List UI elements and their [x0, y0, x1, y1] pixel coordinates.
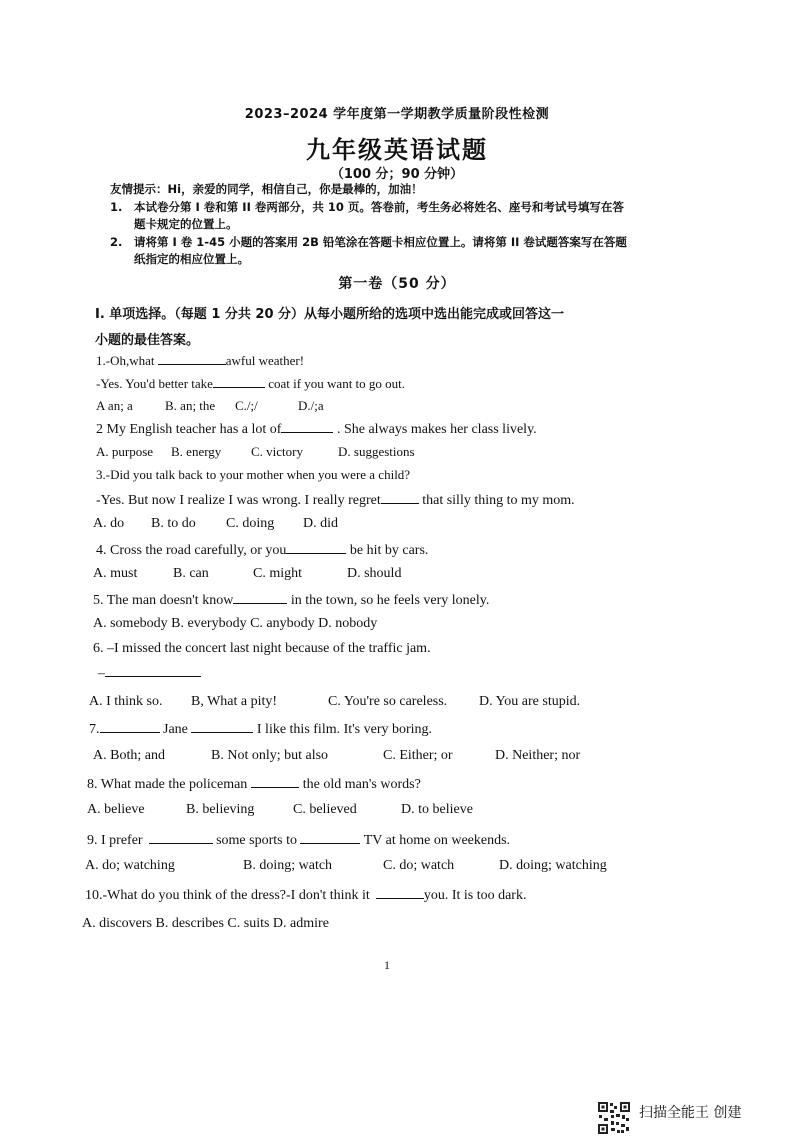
option: A. believe: [87, 802, 145, 817]
question-stem: -Yes. You'd better take coat if you want to go out.: [96, 376, 406, 391]
option: A. do; watching: [85, 858, 175, 873]
question-stem: 9. I prefer some sports to TV at home on weekends.: [87, 833, 511, 848]
option: B. Not only; but also: [211, 748, 329, 763]
answer-blank: [286, 541, 346, 554]
tip-item: [110, 199, 630, 233]
question-stem: 6. –I missed the concert last night because of the traffic jam.: [93, 641, 431, 656]
answer-blank: [149, 831, 213, 844]
option: D. You are stupid.: [479, 694, 581, 709]
answer-blank: [233, 591, 287, 604]
answer-blank: [213, 375, 265, 388]
answer-blank: [100, 720, 160, 733]
scanner-watermark: [597, 1101, 777, 1137]
option: C. victory: [251, 444, 303, 459]
answer-blank: [376, 886, 424, 899]
question-stem: 4. Cross the road carefully, or you be hit by cars.: [96, 543, 429, 558]
question-stem: 3.-Did you talk back to your mother when you were a child?: [96, 467, 411, 482]
answer-blank: [158, 352, 226, 365]
tip-text: 本试卷分第 I 卷和第 II 卷两部分，共 10 页。答卷前，考生务必将姓名、座号和考试号填写在答题卡规定的位置上。: [134, 200, 624, 231]
page-number: 1: [384, 958, 390, 972]
question-stem: 10.-What do you think of the dress?-I don't think it you. It is too dark.: [85, 888, 527, 903]
answer-blank: [191, 720, 253, 733]
option: D. should: [347, 566, 402, 581]
tip-number: 2.: [110, 235, 123, 249]
option: B, What a pity!: [191, 694, 278, 709]
option: A. Both; and: [93, 748, 165, 763]
answer-blank: [251, 775, 299, 788]
option: A an; a: [96, 398, 133, 413]
option: C. do; watch: [383, 858, 455, 873]
scanner-text: 扫描全能王 创建: [639, 1105, 742, 1121]
option: B. believing: [186, 802, 255, 817]
option: B. an; the: [165, 398, 216, 413]
tip-text: 请将第 I 卷 1-45 小题的答案用 2B 铅笔涂在答题卡相应位置上。请将第 II 卷试题答案写在答题纸指定的相应位置上。: [134, 235, 627, 266]
option: D. suggestions: [338, 444, 415, 459]
option: A. do: [93, 516, 125, 531]
question-stem: -Yes. But now I realize I was wrong. I really regret that silly thing to my mom.: [96, 493, 575, 508]
section-instruction: [95, 302, 640, 354]
option: B. to do: [151, 516, 196, 531]
option: B. energy: [171, 444, 222, 459]
option: C. doing: [226, 516, 275, 531]
option: C. might: [253, 566, 303, 581]
score-time: （100 分；90 分钟）: [330, 167, 464, 182]
instruction-line: I. 单项选择。（每题 1 分共 20 分）从每小题所给的选项中选出能完成或回答这一: [95, 307, 565, 322]
option: D. to believe: [401, 802, 473, 817]
tip-item: [110, 234, 630, 268]
instruction-line: 小题的最佳答案。: [95, 333, 200, 348]
question-stem: 1.-Oh,what awful weather!: [96, 353, 305, 368]
options-row: A. discovers B. describes C. suits D. admire: [82, 916, 329, 931]
option: C. You're so careless.: [328, 694, 448, 709]
question-stem: 5. The man doesn't know in the town, so he feels very lonely.: [93, 593, 490, 608]
option: A. I think so.: [89, 694, 163, 709]
option: D./;a: [298, 398, 324, 413]
section-title: 第一卷（50 分）: [338, 276, 456, 292]
option: D. doing; watching: [499, 858, 607, 873]
option: B. doing; watch: [243, 858, 333, 873]
question-stem: 8. What made the policeman the old man's words?: [87, 777, 421, 792]
option: D. Neither; nor: [495, 748, 581, 763]
answer-blank: [105, 664, 201, 677]
tips-intro: 友情提示：Hi，亲爱的同学，相信自己，你是最棒的，加油！: [110, 182, 423, 196]
question-stem: 7. Jane I like this film. It's very boring.: [89, 722, 433, 737]
option: B. can: [173, 566, 209, 581]
option: D. did: [303, 516, 338, 531]
option: A. purpose: [96, 444, 154, 459]
option: C./;/: [235, 398, 258, 413]
options-row: A. somebody B. everybody C. anybody D. nobody: [93, 616, 378, 631]
answer-blank: [300, 831, 360, 844]
exam-period: 2023–2024 学年度第一学期教学质量阶段性检测: [244, 107, 550, 122]
option: A. must: [93, 566, 138, 581]
option: C. believed: [293, 802, 357, 817]
option: C. Either; or: [383, 748, 453, 763]
tip-number: 1.: [110, 200, 123, 214]
qr-code-icon: [597, 1101, 631, 1135]
question-stem: 2 My English teacher has a lot of . She always makes her class lively.: [96, 422, 537, 437]
page-title: 九年级英语试题: [306, 136, 488, 164]
question-stem: –: [98, 664, 201, 682]
answer-blank: [281, 420, 333, 433]
answer-blank: [381, 491, 419, 504]
